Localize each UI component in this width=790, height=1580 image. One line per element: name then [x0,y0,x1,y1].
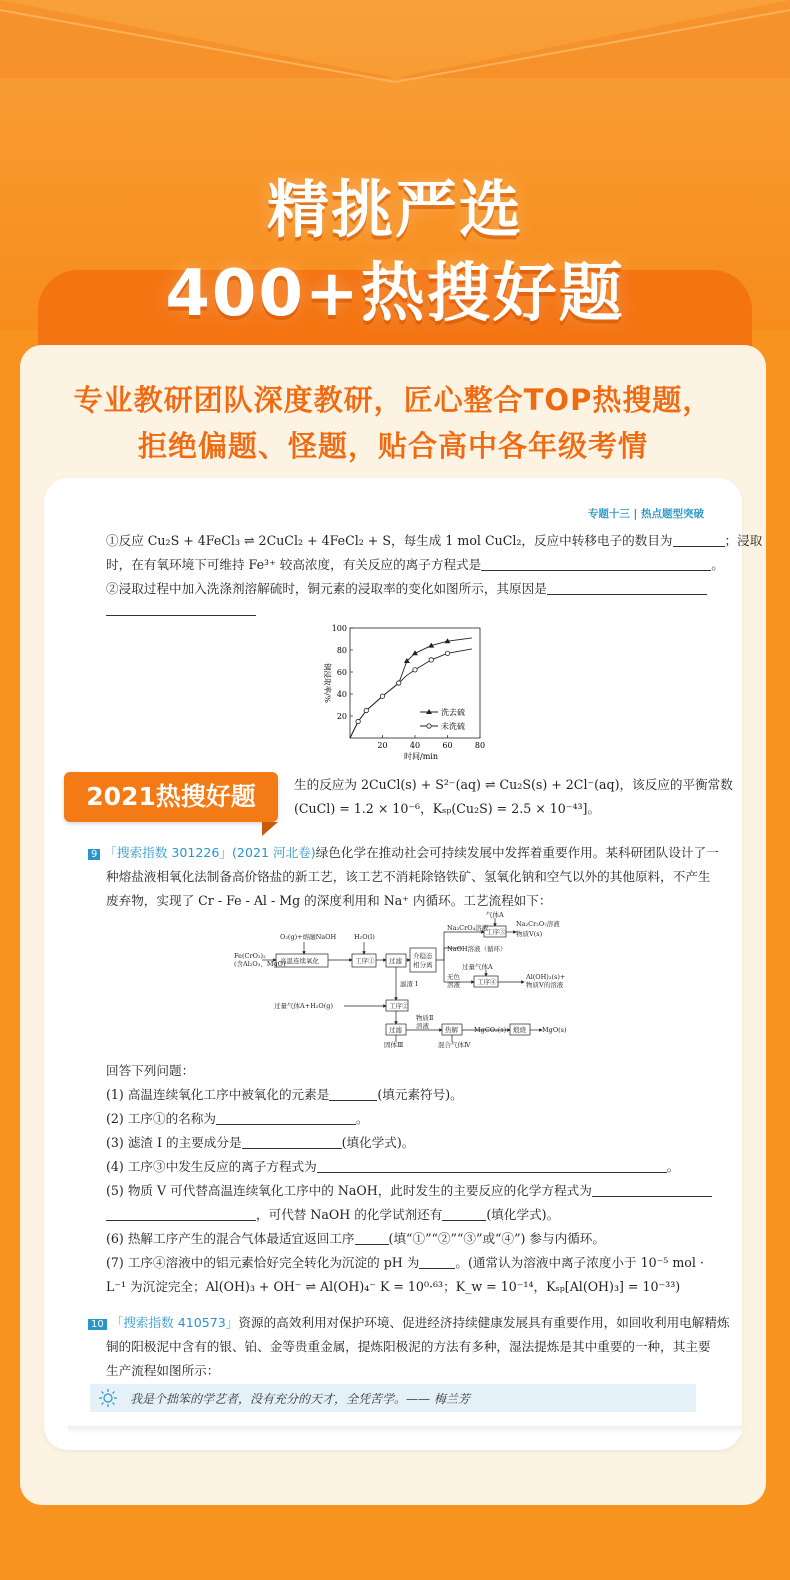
flow-step4: 工序④ [477,978,497,986]
flow-step3: 工序③ [486,928,506,936]
data-point-circle [445,651,449,655]
q9-sub1: (1) 高温连续氧化工序中被氧化的元素是 (填元素符号)。 [106,1087,463,1102]
x-tick-label: 20 [377,741,388,750]
quote-box [90,1384,696,1412]
flow-pyrolysis: 热解 [445,1026,458,1034]
flow-feed2: (含Al₂O₃、MgO) [234,960,286,968]
x-tick-label: 80 [474,741,486,750]
flow-excess-a-h2o: 过量气体A+H₂O(g) [274,1002,333,1010]
q9-tag: 「搜索指数 301226」(2021 河北卷) [104,845,316,860]
flow-meta2: 相分离 [413,961,433,969]
flow-sol2: 溶液 [447,981,460,989]
q8-line3: ②浸取过程中加入洗涤剂溶解硫时，铜元素的浸取率的变化如图所示，其原因是 [106,578,707,597]
x-tick-label: 40 [409,741,421,750]
hot-question-badge: 2021热搜好题 [64,772,278,822]
y-tick-label: 80 [336,646,347,655]
flow-prodv1: Na₂Cr₂O₇溶液 [516,920,560,928]
data-point-circle [413,668,417,672]
flow-aloh: Al(OH)₃(s)+ [526,973,566,981]
flow-step2: 工序② [389,1002,409,1010]
y-tick-label: 20 [336,712,347,721]
q10-line1: 10 「搜索指数 410573」资源的高效利用对保护环境、促进经济持续健康发展具有重要作用，如回收利用电解精炼 [88,1312,730,1331]
data-point-circle [380,694,384,698]
flow-mixgas: 混合气体Ⅳ [438,1041,471,1049]
sun-icon [98,1388,118,1408]
badge-fold [262,822,278,836]
q8-line4 [106,602,256,617]
process-flow-diagram [234,911,567,1049]
legend-marker [427,724,431,728]
flow-meta1: 介稳态 [413,952,433,960]
flow-gas-a: 气体A [486,911,504,919]
q9-sub7-cont: L⁻¹ 为沉淀完全；Al(OH)₃ + OH⁻ ⇌ Al(OH)₄⁻ K = 10⁰·⁶³；K_w = 10⁻¹⁴，Kₛₚ[Al(OH)₃] = 10⁻³³) [106,1279,681,1294]
flow-feed: Fe(CrO₂)₂ [234,952,266,960]
quote-text: 我是个拙笨的学艺者，没有充分的天才，全凭苦学。—— 梅兰芳 [130,1392,470,1406]
flow-sol1: 无色 [447,973,460,981]
q10-line2: 铜的阳极泥中含有的银、铂、金等贵重金属，提炼阳极泥的方法有多种，湿法提炼是其中重要的一种，其主要 [106,1339,711,1354]
flow-h2o: H₂O(l) [354,933,375,941]
data-point-circle [429,658,433,662]
flow-vsol: 物质Ⅴ的溶液 [526,981,564,989]
leach-chart [306,618,496,768]
flow-na2cro4: Na₂CrO₄溶液 [447,924,489,932]
q10-line3: 生产流程如图所示： [106,1363,220,1378]
subtitle-line2: 拒绝偏题、怪题，贴合高中各年级考情 [137,429,648,463]
y-tick-label: 60 [336,668,347,677]
page-bottom-shade [68,1426,742,1434]
flow-mgo: MgO(s) [542,1026,567,1034]
y-tick-label: 40 [336,690,347,699]
flow-oxidation: 高温连续氧化 [280,957,319,965]
subtitle-line1: 专业教研团队深度教研，匠心整合TOP热搜题， [73,383,713,417]
flow-mgco3: MgCO₃(s) [474,1026,507,1034]
headline-line1: 精挑严选 [266,173,523,246]
q9-line3: 废弃物，实现了 Cr - Fe - Al - Mg 的深度利用和 Na⁺ 内循环。工艺流程如下： [106,893,552,908]
exam-page [44,478,763,1450]
q9-sub2: (2) 工序①的名称为 。 [106,1111,369,1126]
data-point-circle [356,719,360,723]
flow-residue1: 滤渣 Ⅰ [400,980,418,988]
flow-solid3: 固体Ⅲ [384,1041,404,1049]
q8-line6: (CuCl) = 1.2 × 10⁻⁶，Kₛₚ(Cu₂S) = 2.5 × 10⁻⁴³]。 [294,801,601,816]
legend-label: 未洗硫 [441,722,465,731]
q10-tag: 「搜索指数 410573」 [110,1315,239,1330]
x-axis-label: 时间/min [404,752,438,761]
flow-step1: 工序① [355,957,375,965]
flow-naoh: NaOH溶液（循环） [447,945,507,953]
q9-sub6: (6) 热解工序产生的混合气体最适宜返回工序 (填“①”“②”“③”或“④”) 参与内循环。 [106,1231,605,1246]
flow-filter: 过滤 [389,957,402,965]
data-point-circle [397,681,401,685]
q9-sub3: (3) 滤渣 Ⅰ 的主要成分是 (填化学式)。 [106,1135,415,1150]
q8-line2: 时，在有氧环境下可维持 Fe³⁺ 较高浓度，有关反应的离子方程式是 。 [106,557,724,572]
q9-sub5: (5) 物质 Ⅴ 可代替高温连续氧化工序中的 NaOH，此时发生的主要反应的化学方程式为 [106,1180,712,1199]
legend-marker [426,709,432,714]
flow-prodv2: 物质Ⅴ(s) [516,930,543,938]
x-tick-label: 60 [442,741,453,750]
data-point-circle [364,708,368,712]
y-axis-label: 铜浸取率/% [323,663,332,703]
q9-number: 9 [88,849,100,860]
q9-line1: 9 「搜索指数 301226」(2021 河北卷)绿色化学在推动社会可持续发展中发挥着重要作用。某科研团队设计了一 [88,842,719,861]
running-head: 专题十三 | 热点题型突破 [587,508,704,520]
flow-excess-a: 过量气体A [462,963,493,971]
flow-mat2: 物质Ⅱ [416,1014,434,1022]
headline-line2: 400+热搜好题 [165,257,625,331]
q9-answer-intro: 回答下列问题： [106,1063,195,1078]
y-tick-label: 100 [331,624,347,633]
header-notch [0,0,790,90]
q9-sub7: (7) 工序④溶液中的铝元素恰好完全转化为沉淀的 pH 为 。(通常认为溶液中离子浓度小于 10⁻⁵ mol · [106,1255,704,1270]
q10-number: 10 [88,1319,107,1330]
flow-calcine: 煅烧 [513,1026,526,1034]
flow-mat2b: 溶液 [416,1022,429,1030]
q9-sub5-cont: ，可代替 NaOH 的化学试剂还有 (填化学式)。 [106,1204,559,1223]
flow-filter2: 过滤 [389,1026,402,1034]
q9-line2: 种熔盐液相氧化法制备高价铬盐的新工艺，该工艺不消耗除铬铁矿、氢氧化钠和空气以外的其他原料，不产生 [106,869,711,884]
q8-line1: ①反应 Cu₂S + 4FeCl₃ ⇌ 2CuCl₂ + 4FeCl₂ + S，每生成 1 mol CuCl₂，反应中转移电子的数目为 ；浸取 [106,533,763,548]
legend-label: 洗去硫 [441,708,465,717]
flow-o2: O₂(g)+熔融NaOH [280,933,337,941]
q9-sub4: (4) 工序③中发生反应的离子方程式为 。 [106,1159,680,1174]
q8-line5: 生的反应为 2CuCl(s) + S²⁻(aq) ⇌ Cu₂S(s) + 2Cl⁻(aq)，该反应的平衡常数 [294,777,733,792]
